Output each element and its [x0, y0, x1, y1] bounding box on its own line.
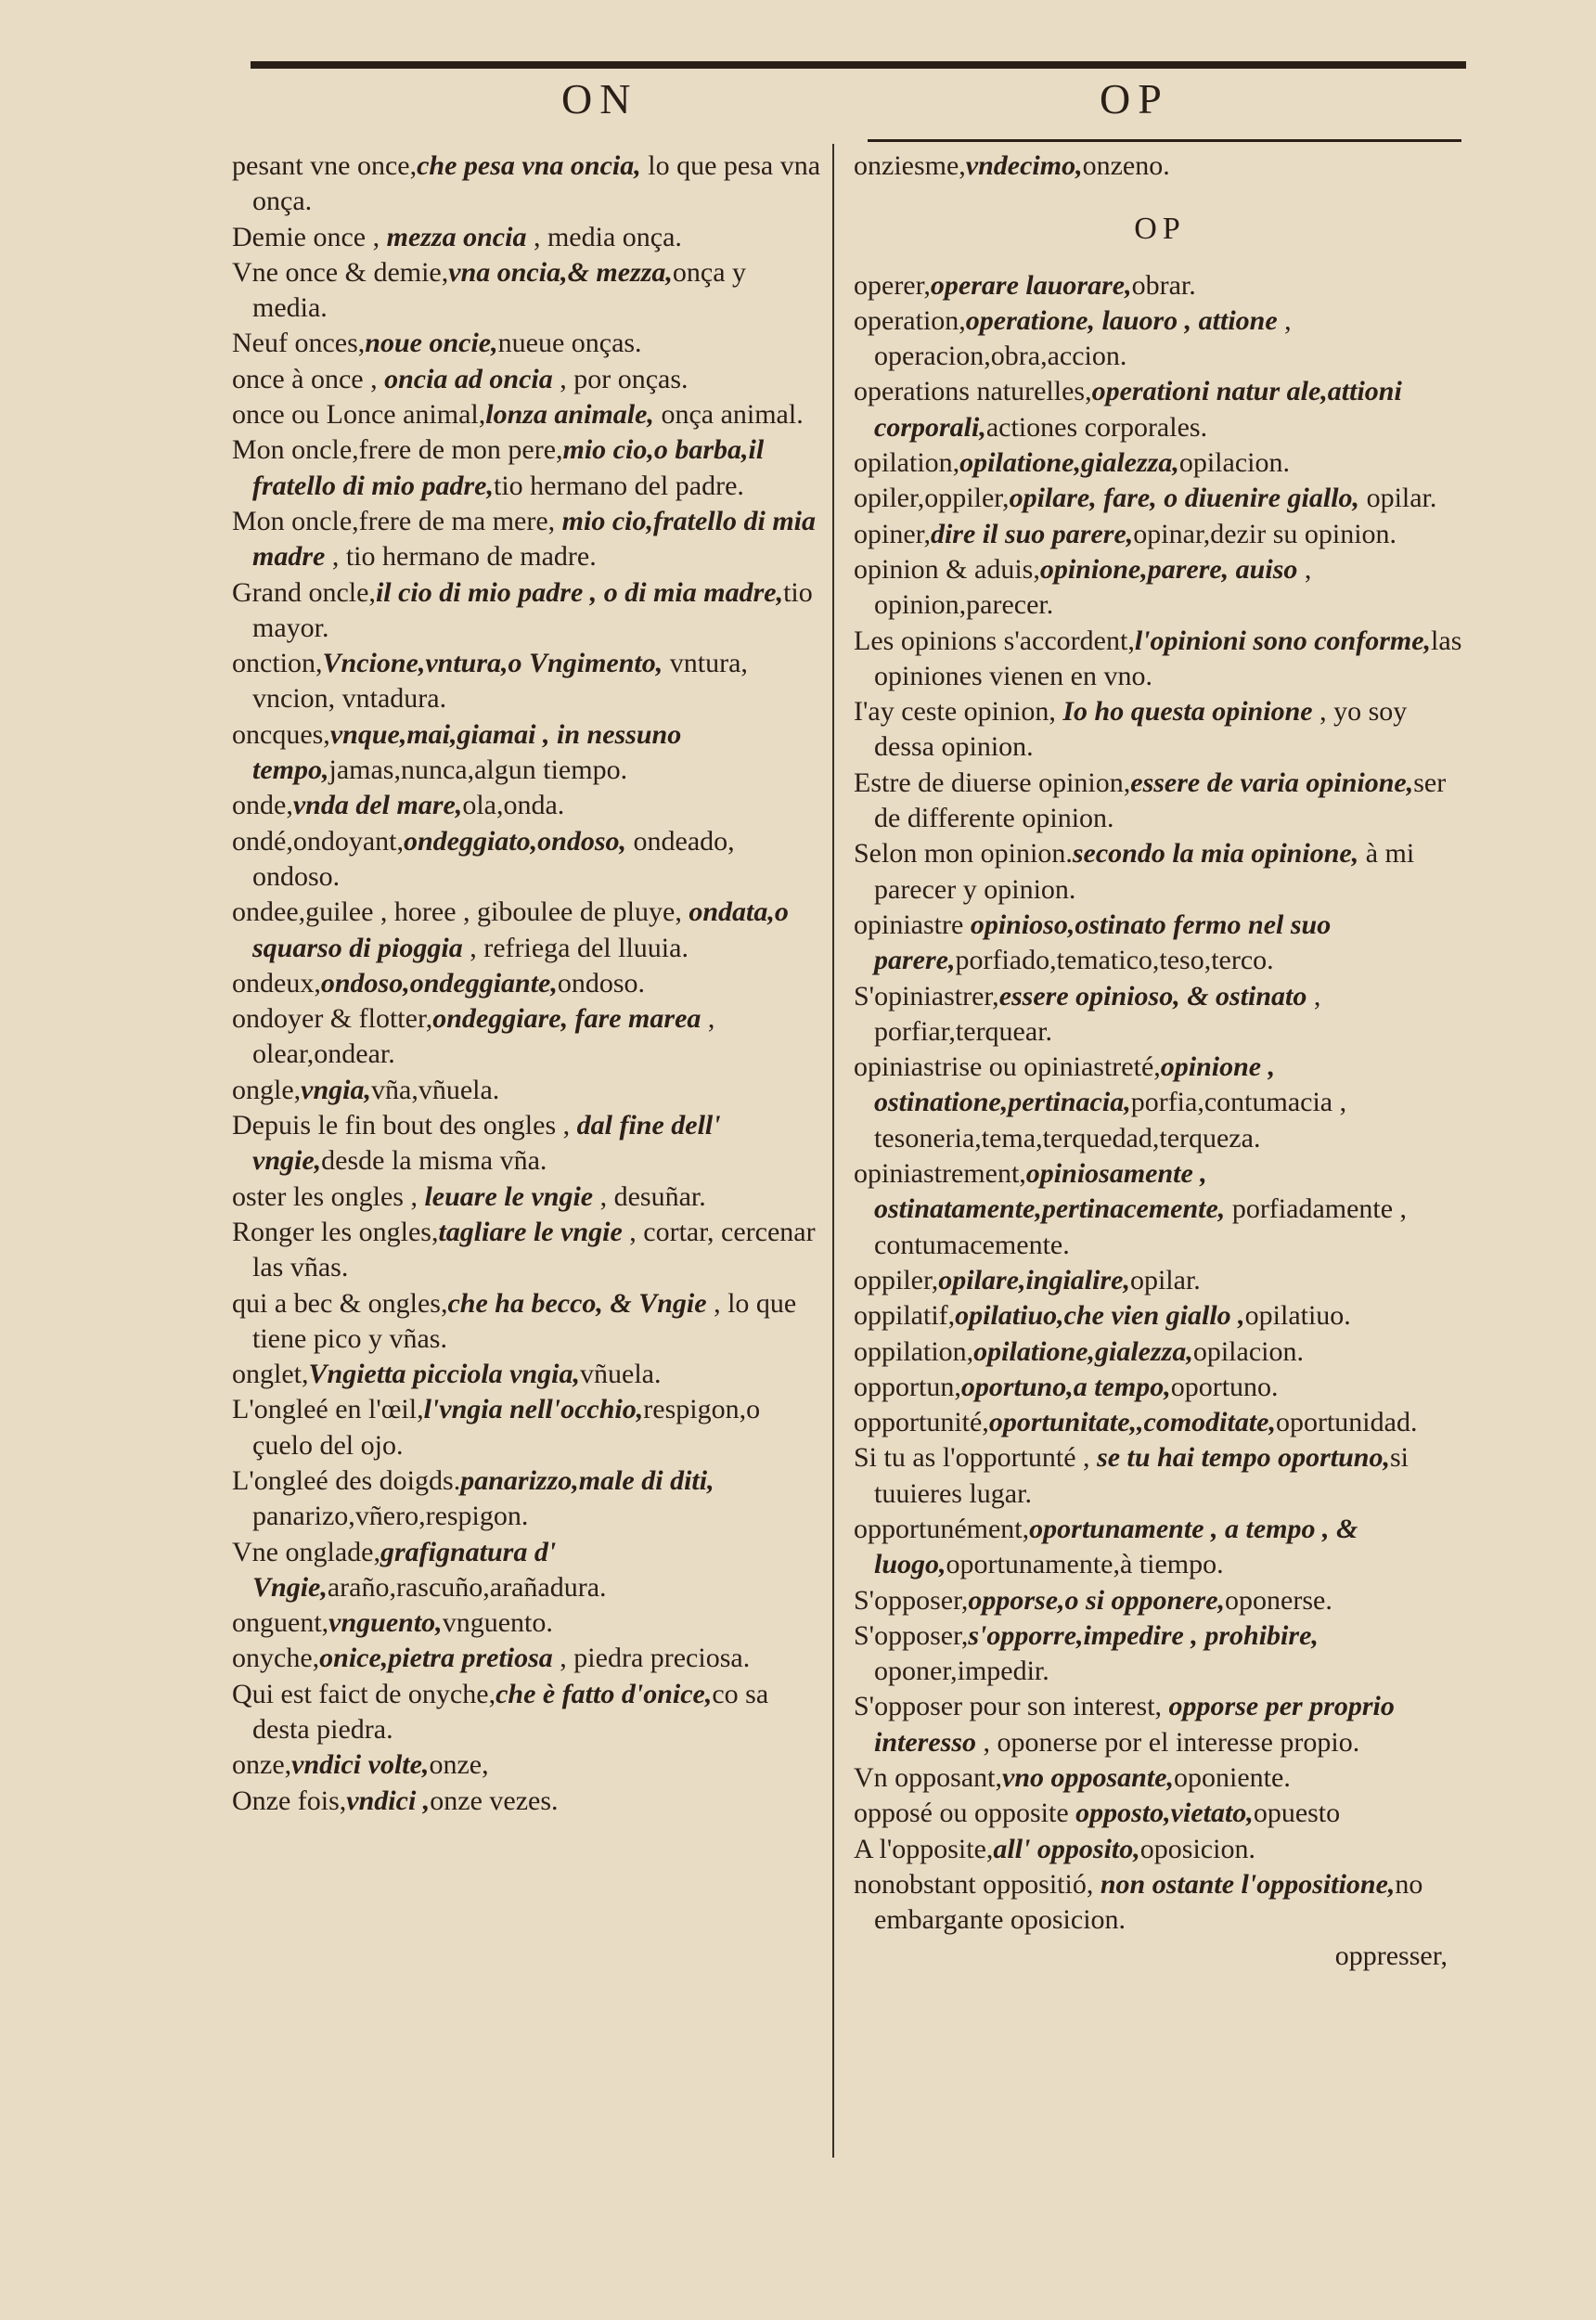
italian-term: l'opinioni sono conforme,	[1134, 625, 1432, 656]
spanish-term: panarizo,vñero,respigon.	[252, 1501, 529, 1532]
french-term: Demie once ,	[232, 221, 387, 252]
spanish-term: tio hermano del padre.	[493, 470, 744, 501]
spanish-term: jamas,nunca,algun tiempo.	[328, 754, 628, 786]
dictionary-entry	[854, 268, 1466, 303]
french-term: onziesme,	[854, 150, 966, 181]
dictionary-entry	[232, 717, 826, 789]
spanish-term: co sa desta piedra.	[252, 1678, 769, 1746]
spanish-term: ola,onda.	[462, 790, 565, 821]
italian-term: opporse per proprio interesso	[874, 1691, 1395, 1758]
french-term: opportun,	[854, 1371, 961, 1402]
dictionary-entry	[232, 575, 826, 647]
french-term: opiner,	[854, 518, 931, 549]
dictionary-entry	[854, 1832, 1466, 1867]
italian-term: tagliare le vngie	[438, 1216, 623, 1247]
spanish-term: opilar.	[1129, 1264, 1201, 1295]
dictionary-entry	[232, 788, 826, 823]
italian-term: all' opposito,	[993, 1833, 1140, 1864]
spanish-term: , piedra preciosa.	[552, 1643, 751, 1674]
right-entries	[854, 268, 1466, 1939]
spanish-term: ser de differente opinion.	[874, 767, 1447, 834]
french-term: onyche,	[232, 1643, 320, 1674]
dictionary-entry	[232, 397, 826, 432]
french-term: opiniastrise ou opiniastreté,	[854, 1051, 1161, 1083]
italian-term: opinione,parere, auiso	[1039, 553, 1298, 585]
italian-term: onice,pietra pretiosa	[319, 1643, 553, 1674]
italian-term: ondeggiare, fare marea	[432, 1003, 701, 1035]
spanish-term: no embargante oposicion.	[874, 1868, 1423, 1936]
dictionary-entry	[232, 432, 826, 504]
dictionary-entry	[854, 1298, 1466, 1334]
french-term: ondeux,	[232, 967, 321, 999]
spanish-term: nueue onças.	[497, 328, 642, 359]
spanish-term: tio mayor.	[252, 576, 813, 643]
spanish-term: , operacion,obra,accion.	[874, 304, 1292, 372]
section-title: OP	[1134, 212, 1186, 247]
dictionary-entry	[232, 1747, 826, 1783]
french-term: ongle,	[232, 1074, 302, 1105]
spanish-term: , cortar, cercenar las vñas.	[252, 1216, 816, 1283]
french-term: Vne once & demie,	[232, 256, 449, 288]
dictionary-entry	[854, 374, 1466, 445]
spanish-term: obrar.	[1131, 269, 1196, 301]
italian-term: essere de varia opinione,	[1130, 767, 1414, 798]
italian-term: Vngietta picciola vngia,	[308, 1359, 580, 1390]
italian-term: oncia ad oncia	[384, 363, 553, 394]
italian-term: ondeggiato,ondoso,	[403, 825, 626, 857]
spanish-term: , tio hermano de madre.	[325, 541, 597, 573]
spanish-term: oponiente.	[1174, 1762, 1291, 1794]
italian-term: opilare,ingialire,	[938, 1264, 1130, 1295]
dictionary-entry	[854, 481, 1466, 516]
spanish-term: oportunamente,à tiempo.	[946, 1549, 1224, 1580]
dictionary-entry	[854, 1050, 1466, 1156]
french-term: ondee,guilee , horee , giboulee de pluye,	[232, 896, 689, 928]
spanish-term: , yo soy dessa opinion.	[874, 696, 1408, 763]
dictionary-entry	[854, 1512, 1466, 1583]
italian-term: l'vngia nell'occhio,	[423, 1394, 644, 1425]
french-term: onguent,	[232, 1607, 329, 1639]
spanish-term: vña,vñuela.	[371, 1074, 500, 1105]
dictionary-entry	[854, 1156, 1466, 1263]
french-term: Estre de diuerse opinion,	[854, 767, 1131, 798]
french-term: opinion & aduis,	[854, 553, 1040, 585]
spanish-term: desde la misma vña.	[321, 1145, 547, 1177]
italian-term: secondo la mia opinione,	[1072, 838, 1359, 870]
french-term: onction,	[232, 648, 323, 679]
italian-term: opilatione,gialezza,	[959, 447, 1179, 479]
italian-term: operationi natur ale,attioni corporali,	[874, 376, 1402, 443]
italian-term: dal fine dell' vngie,	[252, 1110, 721, 1177]
italian-term: oportunitate,,comoditate,	[988, 1407, 1276, 1438]
italian-term: opilatione,gialezza,	[973, 1335, 1193, 1367]
dictionary-entry	[232, 1001, 826, 1073]
french-term: Vn opposant,	[854, 1762, 1002, 1794]
french-term: opiler,oppiler,	[854, 483, 1010, 514]
dictionary-entry	[232, 895, 826, 966]
dictionary-entry	[232, 148, 826, 220]
italian-term: mio cio,o barba,il fratello di mio padre,	[252, 434, 765, 501]
spanish-term: opilar.	[1359, 483, 1437, 514]
dictionary-entry	[854, 766, 1466, 837]
italian-term: vndici volte,	[291, 1749, 430, 1781]
dictionary-entry	[854, 979, 1466, 1050]
italian-term: s'opporre,impedire , prohibire,	[968, 1619, 1319, 1651]
top-rule	[251, 61, 1466, 69]
italian-term: noue oncie,	[365, 328, 498, 359]
spanish-term: vñuela.	[580, 1359, 662, 1390]
spanish-term: opuesto	[1253, 1798, 1341, 1829]
header-underline	[868, 139, 1461, 142]
dictionary-entry	[854, 552, 1466, 624]
italian-term: vnguento,	[328, 1607, 443, 1639]
dictionary-entry	[232, 966, 826, 1001]
spanish-term: porfia,contumacia , tesoneria,tema,terquedad,terqueza.	[874, 1087, 1347, 1154]
dictionary-entry	[232, 1179, 826, 1215]
italian-term: opinione , ostinatione,pertinacia,	[874, 1051, 1276, 1118]
french-term: L'ongleé des doigds.	[232, 1464, 461, 1496]
spanish-term: onça animal.	[653, 399, 804, 431]
french-term: onglet,	[232, 1359, 309, 1390]
dictionary-entry	[854, 517, 1466, 552]
right-column	[854, 148, 1466, 1974]
spanish-term: opilacion.	[1192, 1335, 1304, 1367]
italian-term: opinioso,ostinato fermo nel suo parere,	[874, 909, 1332, 976]
italian-term: Io ho questa opinione	[1062, 696, 1313, 728]
french-term: I'ay ceste opinion,	[854, 696, 1063, 728]
dictionary-entry	[232, 255, 826, 327]
italian-term: il cio di mio padre , o di mia madre,	[375, 576, 784, 608]
dictionary-entry	[854, 1689, 1466, 1760]
spanish-term: opilacion.	[1178, 447, 1290, 479]
french-term: A l'opposite,	[854, 1833, 994, 1864]
dictionary-entry	[854, 1760, 1466, 1796]
italian-term: panarizzo,male di diti,	[460, 1464, 714, 1496]
italian-term: ondoso,ondeggiante,	[320, 967, 558, 999]
dictionary-entry	[854, 1796, 1466, 1831]
french-term: S'opposer,	[854, 1584, 969, 1616]
french-term: pesant vne once,	[232, 150, 418, 181]
spanish-term: onzeno.	[1082, 150, 1170, 181]
spanish-term: onze,	[429, 1749, 489, 1781]
italian-term: che è fatto d'onice,	[496, 1678, 713, 1709]
italian-term: oportunamente , a tempo , & luogo,	[874, 1513, 1358, 1580]
spanish-term: actiones corporales.	[985, 411, 1208, 443]
running-head-left: ON	[561, 75, 638, 122]
dictionary-entry	[232, 220, 826, 255]
french-term: Grand oncle,	[232, 576, 376, 608]
french-term: Les opinions s'accordent,	[854, 625, 1135, 656]
french-term: opilation,	[854, 447, 960, 479]
italian-term: opilare, fare, o diuenire giallo,	[1009, 483, 1360, 514]
spanish-term: oponer,impedir.	[874, 1656, 1049, 1687]
dictionary-entry	[232, 1108, 826, 1179]
french-term: nonobstant oppositió,	[854, 1868, 1100, 1900]
dictionary-entry	[232, 1784, 826, 1819]
french-term: oncques,	[232, 718, 330, 750]
dictionary-entry	[854, 1583, 1466, 1618]
french-term: onze,	[232, 1749, 292, 1781]
french-term: once à once ,	[232, 363, 385, 394]
italian-term: opporse,o si opponere,	[968, 1584, 1226, 1616]
french-term: oppilatif,	[854, 1300, 956, 1332]
dictionary-entry	[854, 445, 1466, 481]
french-term: ondé,ondoyant,	[232, 825, 404, 857]
italian-term: vndici ,	[346, 1785, 431, 1816]
dictionary-entry	[232, 1677, 826, 1748]
spanish-term: oportunidad.	[1275, 1407, 1418, 1438]
italian-term: opiniosamente , ostinatamente,pertinacemente,	[874, 1158, 1226, 1225]
dictionary-entry	[232, 1286, 826, 1358]
italian-term: vndecimo,	[965, 150, 1083, 181]
spanish-term: , por onças.	[552, 363, 689, 394]
dictionary-entry	[232, 1073, 826, 1108]
dictionary-entry	[232, 1605, 826, 1641]
dictionary-entry	[854, 624, 1466, 695]
dictionary-entry	[232, 326, 826, 361]
spanish-term: porfiado,tematico,teso,terco.	[955, 945, 1274, 976]
french-term: oster les ongles ,	[232, 1180, 425, 1212]
italian-term: operatione, lauoro , attione	[965, 304, 1278, 336]
spanish-term: , porfiar,terquear.	[874, 980, 1321, 1047]
dictionary-entry	[232, 1641, 826, 1676]
french-term: Neuf onces,	[232, 328, 366, 359]
dictionary-entry	[232, 1535, 826, 1606]
french-term: Selon mon opinion.	[854, 838, 1073, 870]
french-term: onde,	[232, 790, 293, 821]
french-term: opiniastrement,	[854, 1158, 1026, 1190]
spanish-term: araño,rascuño,arañadura.	[327, 1571, 607, 1603]
dictionary-entry	[854, 836, 1466, 908]
spanish-term: onça y media.	[252, 256, 747, 324]
italian-term: vnque,mai,giamai , in nessuno tempo,	[252, 718, 682, 786]
spanish-term: vntura, vncion, vntadura.	[252, 648, 748, 715]
french-term: S'opposer,	[854, 1619, 969, 1651]
spanish-term: opilatiuo.	[1244, 1300, 1351, 1332]
french-term: operations naturelles,	[854, 376, 1092, 407]
left-column	[232, 148, 826, 1819]
french-term: opiniastre	[854, 909, 971, 940]
spanish-term: , oponerse por el interesse propio.	[976, 1726, 1360, 1758]
spanish-term: oponerse.	[1225, 1584, 1332, 1616]
french-term: once ou Lonce animal,	[232, 399, 486, 431]
dictionary-entry	[232, 824, 826, 896]
dictionary-entry	[854, 694, 1466, 766]
italian-term: grafignatura d' Vngie,	[252, 1536, 557, 1603]
dictionary-entry	[232, 1463, 826, 1535]
dictionary-entry	[854, 1618, 1466, 1690]
dictionary-entry	[854, 1370, 1466, 1405]
french-term: operer,	[854, 269, 931, 301]
spanish-term: , refriega del lluuia.	[462, 932, 689, 963]
french-term: Onze fois,	[232, 1785, 347, 1816]
spanish-term: oportuno.	[1170, 1371, 1279, 1402]
french-term: Qui est faict de onyche,	[232, 1678, 496, 1709]
italian-term: vnda del mare,	[292, 790, 463, 821]
french-term: Ronger les ongles,	[232, 1216, 439, 1247]
dictionary-entry	[232, 362, 826, 397]
dictionary-entry	[854, 908, 1466, 979]
spanish-term: , media onça.	[526, 221, 682, 252]
catchword: oppresser,	[1334, 1940, 1448, 1971]
french-term: oppiler,	[854, 1264, 939, 1295]
spanish-term: ondeado, ondoso.	[252, 825, 735, 892]
spanish-term: à mi parecer y opinion.	[874, 838, 1415, 905]
spanish-term: si tuuieres lugar.	[874, 1442, 1409, 1509]
french-term: ondoyer & flotter,	[232, 1003, 433, 1035]
spanish-term: lo que pesa vna onça.	[252, 150, 821, 217]
french-term: oppilation,	[854, 1335, 974, 1367]
spanish-term: , desuñar.	[593, 1180, 706, 1212]
dictionary-entry	[854, 1867, 1466, 1939]
french-term: opportunité,	[854, 1407, 989, 1438]
spanish-term: , opinion,parecer.	[874, 553, 1312, 621]
spanish-term: vnguento.	[442, 1607, 553, 1639]
french-term: Mon oncle,frere de mon pere,	[232, 434, 563, 466]
italian-term: oportuno,a tempo,	[960, 1371, 1171, 1402]
italian-term: opilatiuo,che vien giallo ,	[955, 1300, 1245, 1332]
french-term: Vne onglade,	[232, 1536, 380, 1567]
dictionary-entry	[854, 1334, 1466, 1370]
spanish-term: porfiadamente , contumacemente.	[874, 1193, 1408, 1260]
spanish-term: , lo que tiene pico y vñas.	[252, 1287, 797, 1354]
spanish-term: onze vezes.	[430, 1785, 559, 1816]
dictionary-entry	[854, 1405, 1466, 1440]
italian-term: ondata,o squarso di pioggia	[252, 896, 789, 963]
dictionary-entry	[854, 303, 1466, 375]
french-term: qui a bec & ongles,	[232, 1287, 448, 1319]
italian-term: Vncione,vntura,o Vngimento,	[322, 648, 663, 679]
french-term: opportunément,	[854, 1513, 1030, 1544]
spanish-term: oposicion.	[1139, 1833, 1255, 1864]
dictionary-entry	[854, 148, 1466, 184]
french-term: opposé ou opposite	[854, 1798, 1076, 1829]
spanish-term: ondoso.	[557, 967, 646, 999]
italian-term: mio cio,fratello di mia madre	[252, 505, 816, 573]
spanish-term: , olear,ondear.	[252, 1003, 715, 1070]
dictionary-entry	[232, 646, 826, 717]
french-term: Depuis le fin bout des ongles ,	[232, 1110, 577, 1141]
column-divider	[832, 144, 834, 2158]
italian-term: dire il suo parere,	[930, 518, 1134, 549]
french-term: operation,	[854, 304, 966, 336]
dictionary-entry	[854, 1440, 1466, 1512]
spanish-term: respigon,o çuelo del ojo.	[252, 1394, 761, 1461]
dictionary-entry	[232, 1215, 826, 1286]
spanish-term: las opiniones vienen en vno.	[874, 625, 1462, 691]
spanish-term: opinar,dezir su opinion.	[1133, 518, 1397, 549]
french-term: S'opiniastrer,	[854, 980, 999, 1012]
italian-term: che ha becco, & Vngie	[447, 1287, 707, 1319]
italian-term: opposto,vietato,	[1075, 1798, 1254, 1829]
italian-term: vngia,	[301, 1074, 371, 1105]
french-term: Si tu as l'opportunté ,	[854, 1442, 1098, 1474]
running-head-right: OP	[1100, 75, 1169, 122]
italian-term: vno opposante,	[1002, 1762, 1175, 1794]
italian-term: che pesa vna oncia,	[417, 150, 641, 181]
french-term: L'ongleé en l'œil,	[232, 1394, 424, 1425]
french-term: S'opposer pour son interest,	[854, 1691, 1169, 1722]
italian-term: operare lauorare,	[930, 269, 1132, 301]
dictionary-entry	[232, 1357, 826, 1392]
italian-term: non ostante l'oppositione,	[1100, 1868, 1396, 1900]
italian-term: essere opinioso, & ostinato	[998, 980, 1307, 1012]
dictionary-entry	[232, 1392, 826, 1463]
italian-term: vna oncia,& mezza,	[448, 256, 673, 288]
italian-term: mezza oncia	[386, 221, 527, 252]
dictionary-entry	[854, 1263, 1466, 1298]
dictionary-entry	[232, 504, 826, 575]
italian-term: leuare le vngie	[424, 1180, 594, 1212]
italian-term: se tu hai tempo oportuno,	[1097, 1442, 1390, 1474]
italian-term: lonza animale,	[485, 399, 654, 431]
french-term: Mon oncle,frere de ma mere,	[232, 505, 562, 536]
